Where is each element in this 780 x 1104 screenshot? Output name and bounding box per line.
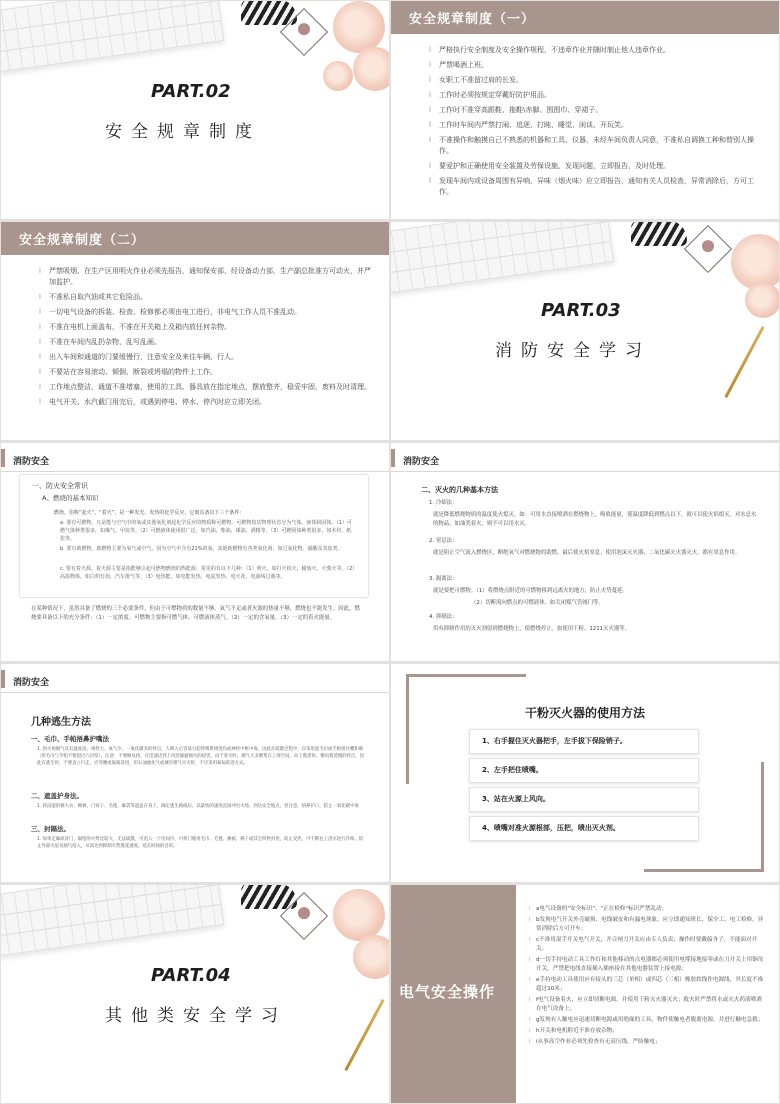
list-item: l 严禁喝酒上班。 [429,60,761,71]
escape-text: 1. 如果走廊或对门、隔壁的火势比较大，无法疏散，可退入一个房间内，可将门缝用毛巾、毛毯、棉被、褥子或其它织物封死，防止受热，可不断往上浇水进行冷却。防止外部火焰及烟气侵入，从而达到抑制火势蔓延速度、延长时间的目的。 [37,837,364,849]
rules-list [429,45,761,202]
divider [1,471,389,472]
list-item: l d一切手持电动工具工作灯和其他移动的点电器都必须使用电缆接地接零或在刀开关上用铜母开关，严禁把电线直接插入插座接在其他电器装置上接电源； [529,956,767,974]
method-text: 用有抑制作用的灭火剂射到燃烧物上，使燃烧停止。如使用干粉、1211灭火器等。 [433,626,631,632]
list-item: l a电气设备的"安全标识"、"正在检修"标识严禁乱动； [529,905,767,914]
list-item: l 电气开关、水汽截门用完后，或遇到停电、停水、停汽时应立即关闭。 [39,397,371,408]
list-item: l b发现电气开关外壳破损、电线破皮和有漏电现象，应立即通知班长、保全工、电工检修，异常消除后方可开车； [529,916,767,934]
slide-part04-cover[interactable] [1,885,389,1103]
step-item: 2、左手把住喷嘴。 [469,758,699,783]
method-label: 1. 冷却法： [429,500,458,506]
heading-2: A、燃烧的基本知识 [42,494,99,502]
slide-tag [1,449,57,467]
slide-rules-two[interactable] [1,222,389,440]
header-band [391,1,779,34]
list-item: l 不要站在容易滚动、倾倒、断裂或坍塌的物件上工作。 [39,367,371,378]
slide-extinguisher-usage[interactable] [391,664,779,882]
part-number: PART.03 [541,300,621,321]
slide-part02-cover[interactable] [1,1,389,219]
list-item: l 工作地点整洁，通道不准堵塞，使用的工具、器具放在指定地点，摆放整齐，稳妥牢固，废料及时清理。 [39,382,371,393]
rules-list [39,266,371,412]
section-heading: 干粉灭火器的使用方法 [524,706,645,720]
list-item: l g发现有人触电应迅速切断电源或用绝缘的工具、物件使触电者脱离电源，并进行触电急救； [529,1016,767,1025]
condition-a: a. 要有可燃物。凡是能与空气中的氧或其他氧化剂起化学反应的物质称可燃物。可燃物按其物理状态分为气体、液体和固体。（1）可燃气体种类很多，如煤气、甲烷等。（2）可燃液体使用很广泛，如汽油、柴油、煤油、酒精等。（3）可燃固体种类很多，如木材、纸张等。 [60,520,352,542]
slide-tag-label: 消防安全 [13,457,50,467]
section-title: 消防安全学习 [495,341,651,361]
escape-heading: 一、毛巾、手帕捂鼻护嘴法 [31,735,109,743]
bullet-text: 燃烧，俗称“起火”，“着火”，是一种发光、发热的化学反应。它离具备以下三个条件： [54,510,245,516]
heading-1: 一、防火安全常识 [32,482,88,490]
section-heading: 二、灭火的几种基本方法 [421,486,498,494]
gold-pen-image [344,999,384,1071]
content-box [19,474,369,598]
method-text: （2）切断流向燃点的可燃液体。如关闭煤气管阀门等。 [471,600,604,606]
part-number: PART.02 [151,81,231,102]
list-item: l 严格执行安全制度及安全操作规程，不违章作业并随时制止他人违章作业。 [429,45,761,56]
condition-b: b. 要有助燃物。助燃物主要为氧气或空气，因为空气中含有21%的氧，其他助燃物有各类氧化剂，如过氧化物、硝酸及其盐类。 [60,546,343,552]
escape-heading: 三、封隔法。 [31,825,70,833]
part-number: PART.04 [151,965,231,986]
list-item: l 女职工不准留过肩的长发。 [429,75,761,86]
list-item: l 出入车间和通道的门要缓慢行，注意安全及来往车辆、行人。 [39,352,371,363]
divider [1,692,389,693]
method-text: 就是阻止空气流入燃烧区，断绝氧气对燃烧物的助燃，最后使火焰窒息。使用泡沫灭火器、二氧化碳灭火器灭火，都有窒息作用。 [433,550,741,556]
footer-note: 在某种情况下，虽然具备了燃烧的三个必要条件，但由于可燃物质的数量不够、氧气不足或者火源的热量不够，燃烧也不能发生。因此，燃烧要具备以下的充分条件：（1）一定浓度。可燃物主要指可燃气体、可燃液体蒸气。（2）一定的含氧量。（3）一定的着火能量。 [31,606,360,621]
list-item: l 不准在车间内乱扔杂物，乱写乱画。 [39,337,371,348]
section-title: 其他类安全学习 [105,1006,287,1026]
method-label: 4. 抑制法： [429,614,458,620]
method-label: 3. 隔离法： [429,576,458,582]
flowers-image [313,885,389,995]
list-item: l 要爱护和正确使用安全装置及劳保设施，发现问题，立即报告，及时处理。 [429,161,761,172]
keyboard-image [1,885,224,957]
list-item: l 一切电气设备的拆装、检查、检修都必须由电工进行，非电气工作人员不准乱动。 [39,307,371,318]
escape-heading: 二、遮盖护身法。 [31,792,83,800]
slide-tag [1,670,57,688]
list-item: l i从事高空作业必须先检查有无高压线，严防触电； [529,1038,767,1047]
step-item: 1、右手握住灭火器把手，左手拔下保险销子。 [469,729,699,754]
title-panel [391,885,516,1103]
escape-text: 1. 因火场烟气具有温度高、毒性大、氧气少、一氧化碳多的特点，人吸入后容易引起呼吸系统烫伤或神经中枢中毒，因此在疏散过程中，应采用湿毛巾或手帕捂住嘴和鼻（但毛巾与手帕不要超过六层厚）。注意：不要顾及找，应迅速达到上风处躲避烟火的侵害。由于着火时，烟气大多聚集在上部空间，向上蔓延快、横向蔓延慢的特点，因此在逃生时，不要直立行走，应弯腰或匍匐前进，但石油液化气或城市煤气火灾时，不应采用匍匐前进方式。 [37,747,365,766]
step-item: 4、喷嘴对准火源根部，压把，喷出灭火剂。 [469,816,699,841]
escape-text: 1. 将浸湿的棉大衣、棉被、门帘子、毛毯、麻袋等遮盖在身上，确定逃生路线后，以最快的速度直接冲出火场，到达安全地点，但注意，捂鼻护口，防止一氧化碳中毒 [37,804,359,809]
steps-list [469,729,699,845]
section-title: 安全规章制度 [105,122,261,142]
list-item: l h开关和电机附近不准存放杂物； [529,1027,767,1036]
list-item: l 工作时车间内严禁打闹、追逐、打盹、睡觉、闲谈、开玩笑。 [429,120,761,131]
zebra-figurine-image [631,222,687,246]
slide-tag-label: 消防安全 [403,457,440,467]
header-band [1,222,389,255]
slide-rules-one[interactable] [391,1,779,219]
electrical-rules-list [529,905,767,1049]
divider [391,471,779,472]
method-text: 就是要把可燃物。（1）将燃烧点附近的可燃物移到远离火的地方，防止火势蔓延。 [433,588,628,594]
slide-electrical-safety[interactable] [391,885,779,1103]
list-item: l c不准用湿手开关电气开关，开合闸刀开关应由专人负责；操作时要戴偏身子，不能面对开关； [529,936,767,954]
keyboard-image [1,1,224,73]
list-item: l 不准操作和触摸自己不熟悉的机器和工具、仪器，未经车间负责人同意，不准私自调换工种和替别人操作。 [429,135,761,157]
slide-escape-methods[interactable] [1,664,389,882]
list-item: l 不准私自取汽油或其它危险品。 [39,292,371,303]
slide-title: 安全规章制度（一） [409,12,536,27]
condition-c: c. 要有着火源。着火源主要是指能够引起可燃物燃烧的热能源。常见的有以下几种：（1）明火，如打火机火、蜡烛火、火柴火等。（2）高温物体，如白炽灯泡、汽车排气等。（3）电热能，如电能发热、电流发热、电火花、电源线过载等。 [60,566,355,580]
list-item: l 工作时必须按规定穿戴好防护用品。 [429,90,761,101]
slide-title: 安全规章制度（二） [19,233,146,248]
keyboard-image [391,222,614,294]
method-text: 就是降低燃烧物质的温度使火熄灭。如：可用水直接喷洒在燃烧物上，吸收能量，使温度降低到燃点以下，就可以使火焰熄灭。对水忌水的物品，如油类着火，则不可以用水灭。 [433,512,757,527]
list-item: l 严禁吸烟，在生产区用明火作业必须先报告，通知保安部，经设备动力部，生产副总批准方可动火，并严加监护。 [39,266,371,288]
slide-title: 电气安全操作 [399,983,496,1001]
list-item: l 不准在电机上面盖布，不准在开关箱上及箱内放任何杂物。 [39,322,371,333]
slide-extinguishing-methods[interactable] [391,443,779,661]
list-item: l 发现车间内或设备周围有异响、异味（烟火味）应立即报告，通知有关人员检查，异常消除后，方可工作。 [429,176,761,198]
section-heading: 几种逃生方法 [31,717,91,728]
slide-fire-safety-basics[interactable] [1,443,389,661]
slide-tag-label: 消防安全 [13,678,50,688]
gold-pen-image [724,326,764,398]
flowers-image [703,222,779,332]
slide-tag [391,449,447,467]
slide-part03-cover[interactable] [391,222,779,440]
list-item: l e手持电动工具使用应有接头的三芯（单相）或四芯（三相）橡胶软线作电源线，其长度不准超过10米； [529,976,767,994]
list-item: l 工作时不准穿高跟鞋、拖鞋\赤脚、围围巾、穿裙子。 [429,105,761,116]
step-item: 3、站在火源上风向。 [469,787,699,812]
flowers-image [313,1,389,111]
list-item: l f电气设备着火，应立即切断电源，并使用干粉灭火器灭火；救火时严禁将水或灭火药液喷洒在电气设备上； [529,996,767,1014]
method-label: 2. 窒息法： [429,538,458,544]
